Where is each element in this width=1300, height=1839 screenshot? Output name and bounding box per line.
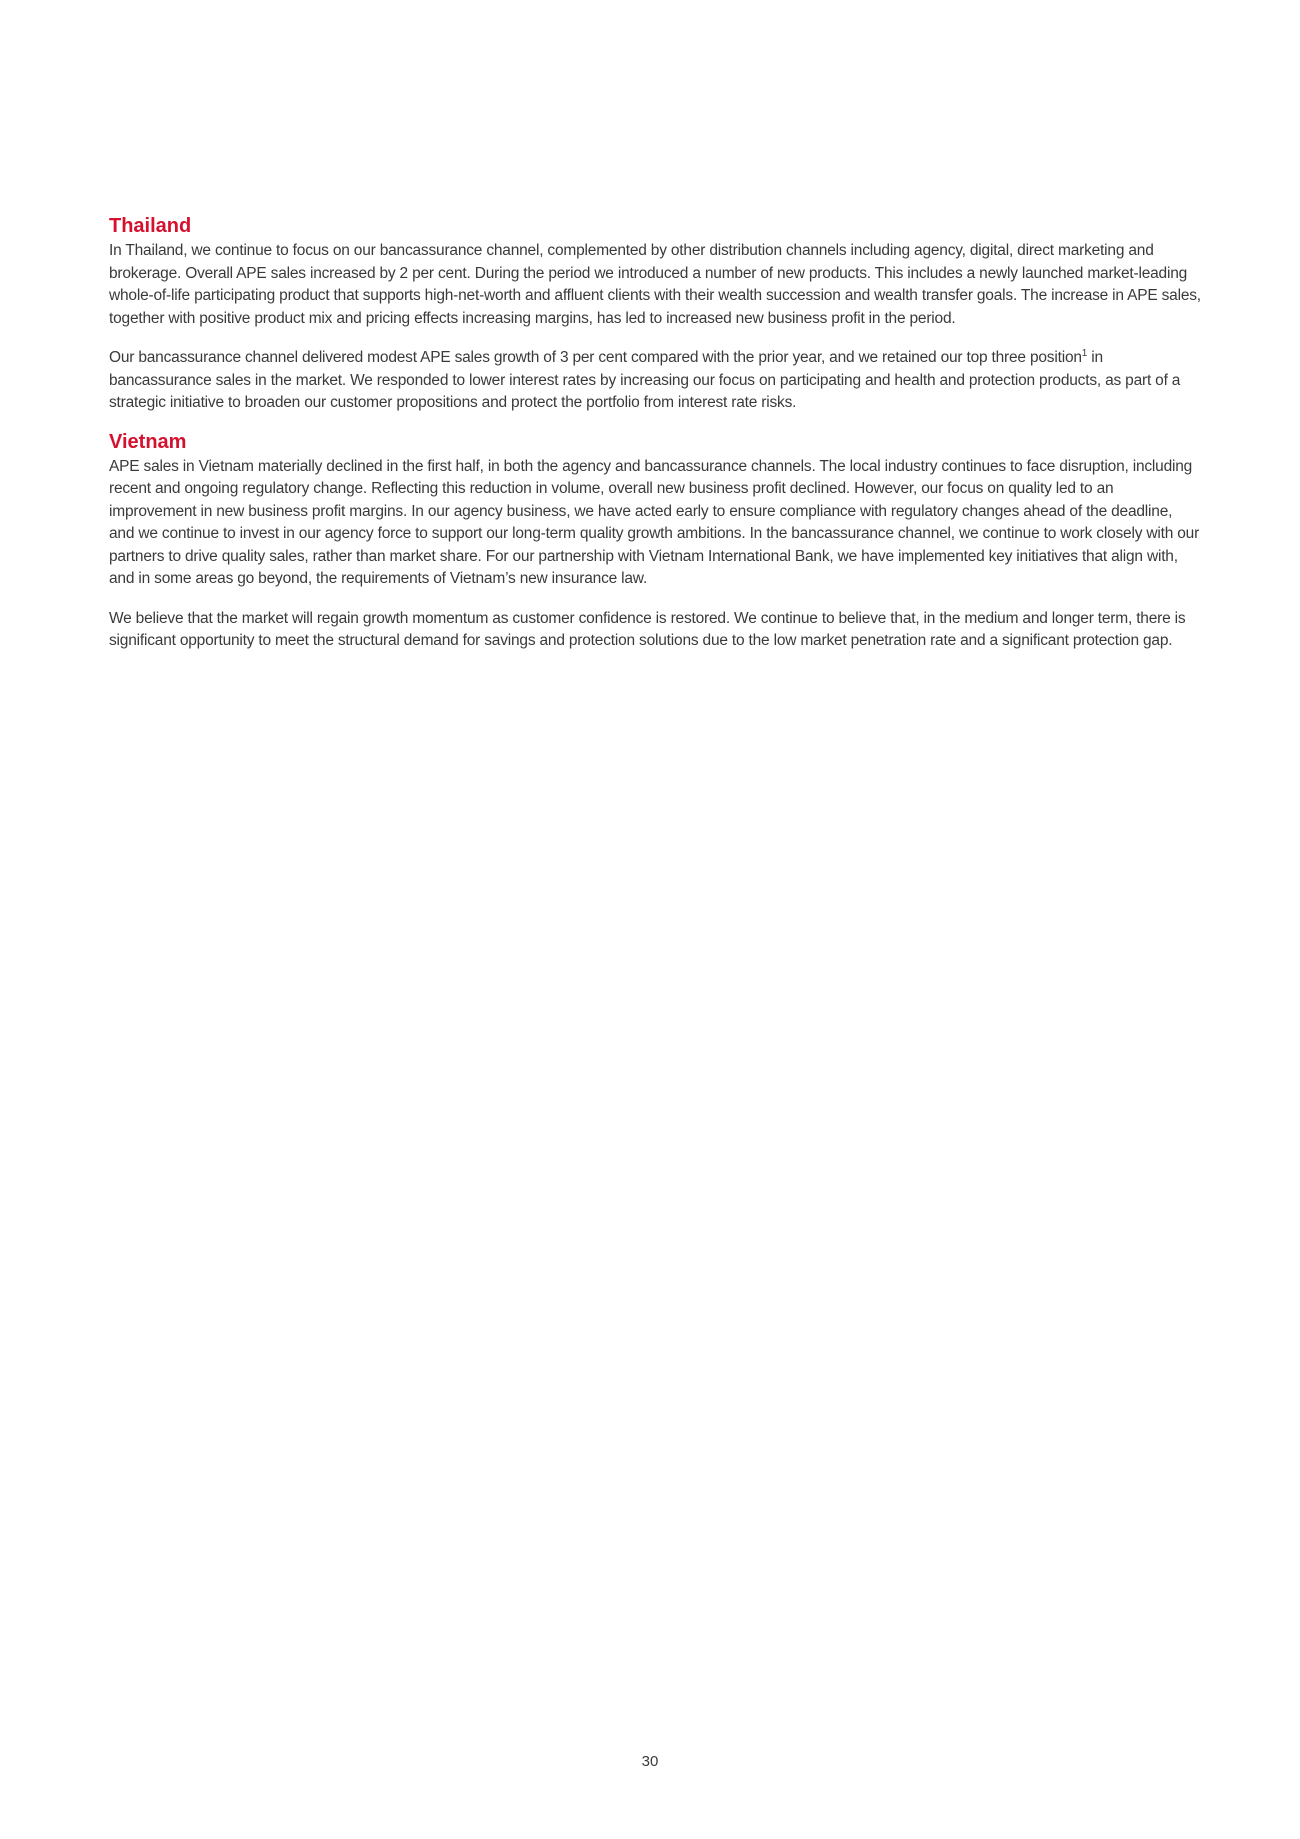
vietnam-paragraph-1: APE sales in Vietnam materially declined in the first half, in both the agency and bancassurance channels. The local industry continues to face disruption, including recent and ongoing regulatory change. Reflecting this reduction in volume, overall new business profit declined. However, our focus on quality led to an improvement in new business profit margins. In our agency business, we have acted early to ensure compliance with regulatory changes ahead of the deadline, and we continue to invest in our agency force to support our long-term quality growth ambitions. In the bancassurance channel, we continue to work closely with our partners to drive quality sales, rather than market share. For our partnership with Vietnam International Bank, we have implemented key initiatives that align with, and in some areas go beyond, the requirements of Vietnam’s new insurance law. xyxy=(109,457,1200,587)
thailand-paragraph-2-start: Our bancassurance channel delivered modest APE sales growth of 3 per cent compared with the prior year, and we retained our top three position xyxy=(109,349,1082,366)
section-thailand xyxy=(109,213,1201,415)
section-vietnam xyxy=(109,429,1201,653)
thailand-paragraph-1: In Thailand, we continue to focus on our bancassurance channel, complemented by other distribution channels including agency, digital, direct marketing and brokerage. Overall APE sales increased by 2 per cent. During the period we introduced a number of new products. This includes a newly launched market-leading whole-of-life participating product that supports high-net-worth and affluent clients with their wealth succession and wealth transfer goals. The increase in APE sales, together with positive product mix and pricing effects increasing margins, has led to increased new business profit in the period. xyxy=(109,242,1201,327)
section-heading-vietnam: Vietnam xyxy=(109,430,187,453)
page-content xyxy=(109,213,1201,653)
footnote-reference: 1 xyxy=(1081,348,1088,359)
section-heading-thailand: Thailand xyxy=(109,215,192,237)
thailand-paragraph-2 xyxy=(109,347,1201,415)
vietnam-paragraph-2: We believe that the market will regain growth momentum as customer confidence is restored. We continue to believe that, in the medium and longer term, there is significant opportunity to meet the structural demand for savings and protection solutions due to the low market penetration rate and a significant protection gap. xyxy=(109,609,1186,649)
page-number: 30 xyxy=(641,1753,659,1770)
thailand-paragraph-2-end: in bancassurance sales in the market. We responded to lower interest rates by increasing our focus on participating and health and protection products, as part of a strategic initiative to broaden our customer propositions and protect the portfolio from interest rate risks. xyxy=(109,349,1181,411)
